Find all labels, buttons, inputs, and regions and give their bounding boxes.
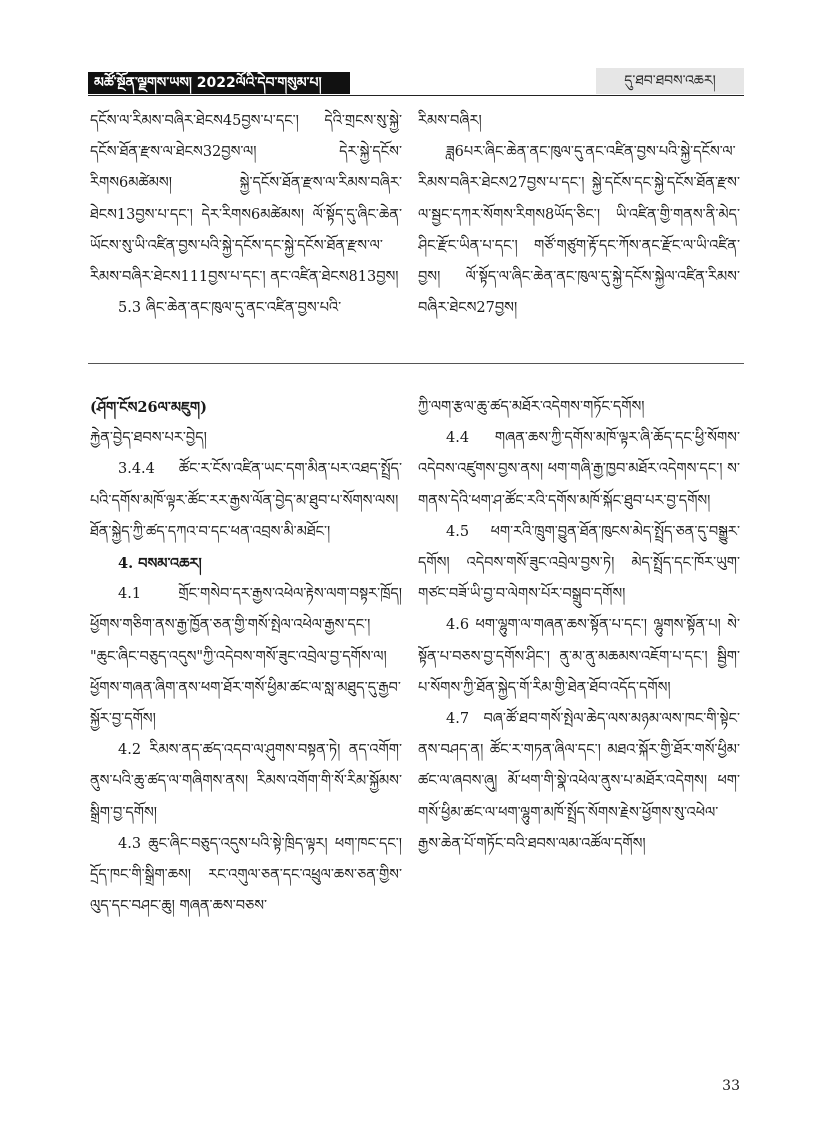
paragraph: རིམས་བཞིར། xyxy=(418,113,482,129)
paragraph: 4.2 རིམས་ནད་ཚད་འདབ་ལ་ཤུགས་བསྟན་ཏེ། ནད་འགོག་ནུས་པའི་ཆུ་ཚད་ལ་གཞིགས་ནས། རིམས་འགོག་གི་སོ་རིམ་སྐྱོམས་སྒྲིག་བྱ་དགོས། xyxy=(90,742,402,821)
paragraph: 4.7 བཞ་ཚོ་ཐབ་གསོ་སྤེལ་ཆེད་ལས་མཉམ་ལས་ཁང་གི་སྟེང་ནས་བཤད་ན། ཚོང་ར་གཏན་ཞིལ་དང་། མཐའ་སྐོར་གྱི་ཐོར་གསོ་ཕྱིམ་ཚང་ལ་ཞབས་ཞུ། མོ་ཕག་གི་སྣེ་འཕེལ་ནུས་པ་མཐོར་འདེགས། ཕག་གསོ་ཕྱིམ་ཚང་ལ་ཕག་ལྷུག་མཁོ་སྤྲོད་སོགས་རྗེས་ཕྱོགས་སུ་འཕེལ་རྒྱས་ཆེན་པོ་གཏོང་བའི་ཐབས་ལམ་འཚོལ་དགོས། xyxy=(418,711,740,852)
header-rule xyxy=(88,95,744,96)
paragraph: 4.5 ཕག་རའི་ཁྲུག་བྱུན་ཐོན་ཁུངས་མེད་སྤྲོད་ཅན་དུ་བསྒྱུར་དགོས། འདེབས་གསོ་ཟུང་འབྲེལ་བྱས་ཏེ། མེད་སྤྲོད་དང་ཁོར་ཡུག་གཙང་བཟོ་ཡི་བྱ་བ་ལེགས་པོར་བསྒྲུབ་དགོས། xyxy=(418,523,740,603)
top-right-column xyxy=(418,106,740,342)
paragraph: རྐྱེན་བྱེད་ཐབས་པར་བྱེད། xyxy=(90,430,207,447)
paragraph: 3.4.4 ཚོང་ར་ངོས་འཛིན་ཡང་དག་མིན་པར་འཐད་སྤྲོད་པའི་དགོས་མཁོ་ལྟར་ཚོང་རར་རྒྱས་ལོན་བྱེད་མ་ཐུབ་པ་སོགས་ལས། ཐོན་སྐྱེད་ཀྱི་ཚད་དཀའ་བ་དང་ཕན་འབྲས་མི་མཐོང་། xyxy=(90,461,402,540)
section-divider xyxy=(88,363,744,364)
paragraph: དངོས་ལ་རིམས་བཞིར་ཐེངས45བྱས་པ་དང་། དེའི་གྲངས་སུ་སྐྱེ་དངོས་ཐོན་རྫས་ལ་ཐེངས32བྱས་ལ། དེར་སྐྱེ་དངོས་རིགས6མཚེམས། སྐྱེ་དངོས་ཐོན་རྫས་ལ་རིམས་བཞིར་ཐེངས13བྱས་པ་དང་། དེར་རིགས6མཚེམས། ལོ་སྟོད་དུ་ཞིང་ཆེན་ཡོངས་སུ་ཡི་འཛིན་བྱས་པའི་སྐྱེ་དངོས་དང་སྐྱེ་དངོས་ཐོན་རྫས་ལ་རིམས་བཞིར་ཐེངས111བྱས་པ་དང་། ནང་འཛིན་ཐེངས813བྱས། xyxy=(90,113,402,286)
section-heading: (ཤོག་ངོས26ལ་མཇུག) xyxy=(90,399,207,416)
paragraph: ཟླ6པར་ཞིང་ཆེན་ནང་ཁུལ་དུ་ནང་འཛིན་བྱས་པའི་སྐྱེ་དངོས་ལ་རིམས་བཞིར་ཐེངས27བྱས་པ་དང་། སྐྱེ་དངོས་དང་སྐྱེ་དངོས་ཐོན་རྫས་ལ་སྦྱང་དཀར་སོགས་རིགས8ཡོད་ཅིང་། ཡི་འཛིན་གྱི་གནས་ནི་མེད་ཤིང་རྫོང་ཡིན་པ་དང་། གཙོ་གཙུག་རྟོ་དང་ཀོས་ནང་རྫོང་ལ་ཡི་འཛིན་བྱས། ལོ་སྟོད་ལ་ཞིང་ཆེན་ནང་ཁུལ་དུ་སྐྱེ་དངོས་སྐྱེལ་འཛིན་རིམས་བཞིར་ཐེངས27བྱས། xyxy=(418,144,740,317)
paragraph: ཀྱི་ལག་རྩལ་ཆུ་ཚད་མཐོར་འདེགས་གཏོང་དགོས། xyxy=(418,399,645,415)
bottom-left-column xyxy=(90,392,402,1032)
paragraph: 5.3 ཞིང་ཆེན་ནང་ཁུལ་དུ་ནང་འཛིན་བྱས་པའི་ xyxy=(118,300,342,317)
paragraph: 4.4 གཞན་ཆས་ཀྱི་དགོས་མཁོ་ལྟར་ཞི་ཆོད་དང་ཕྱི་སོགས་འདེབས་འཛུགས་བྱས་ནས། ཕག་གཞི་རྒྱ་ཁྱབ་མཐོར་འདེགས་དང་། ས་གནས་དེའི་ཕག་ཤ་ཚོང་རའི་དགོས་མཁོ་སྐོང་ཐུབ་པར་བྱ་དགོས། xyxy=(418,430,740,509)
bottom-right-column xyxy=(418,392,740,1072)
paragraph: 4.1 གྲོང་གསེབ་དར་རྒྱས་འཕེལ་རྟེས་ལག་བསྟར་ཁྲོད། ཕྱོགས་གཅིག་ནས་རྒྱ་ཁྱོན་ཅན་གྱི་གསོ་སྤེལ་འཕེལ་རྒྱས་དང་། "ཆུང་ཞིང་བཅུད་འདུས"ཀྱི་འདེབས་གསོ་ཟུང་འབྲེལ་བྱ་དགོས་ལ། ཕྱོགས་གཞན་ཞིག་ནས་ཕག་ཐོར་གསོ་ཕྱིམ་ཚང་ལ་སླ་མཐུད་དུ་རྒྱབ་སྐྱོར་བྱ་དགོས། xyxy=(90,586,402,728)
paragraph: 4.6 ཕག་ལྷུག་ལ་གཞན་ཆས་སྟོན་པ་དང་། ལྷུགས་སྟོན་པ། སེ་སྟོན་པ་བཅས་བྱ་དགོས་ཤིང་། ནུ་མ་ནུ་མཆམས་འཇོག་པ་དང་། སྦྱིག་པ་སོགས་ཀྱི་ཐོན་སྐྱེད་གོ་རིམ་གྱི་ཐེན་ཐོབ་འདོད་དགོས། xyxy=(418,617,740,696)
paragraph: 4.3 ཆུང་ཞིང་བཅུད་འདུས་པའི་སྟེ་ཁྲིད་ལྟར། ཕག་ཁང་དང་། དྲོད་ཁང་གི་སྒྲིག་ཆས། རང་འགུལ་ཅན་དང་འཕྲུལ་ཆས་ཅན་གྱིས་ལུད་དང་བཤང་ཆུ། གཞན་ཆས་བཅས་ xyxy=(90,835,402,915)
page-number: 33 xyxy=(722,1078,740,1094)
section-header: དུ་ཐབ་ཐབས་འཆར། xyxy=(596,68,744,94)
top-left-column xyxy=(90,106,402,342)
section-heading: 4. བསམ་འཆར། xyxy=(118,555,202,573)
journal-header: མཚོ་སྔོན་ལྗགས་ཡས། 2022ལོའི་དེབ་གསུམ་པ། xyxy=(88,72,350,94)
